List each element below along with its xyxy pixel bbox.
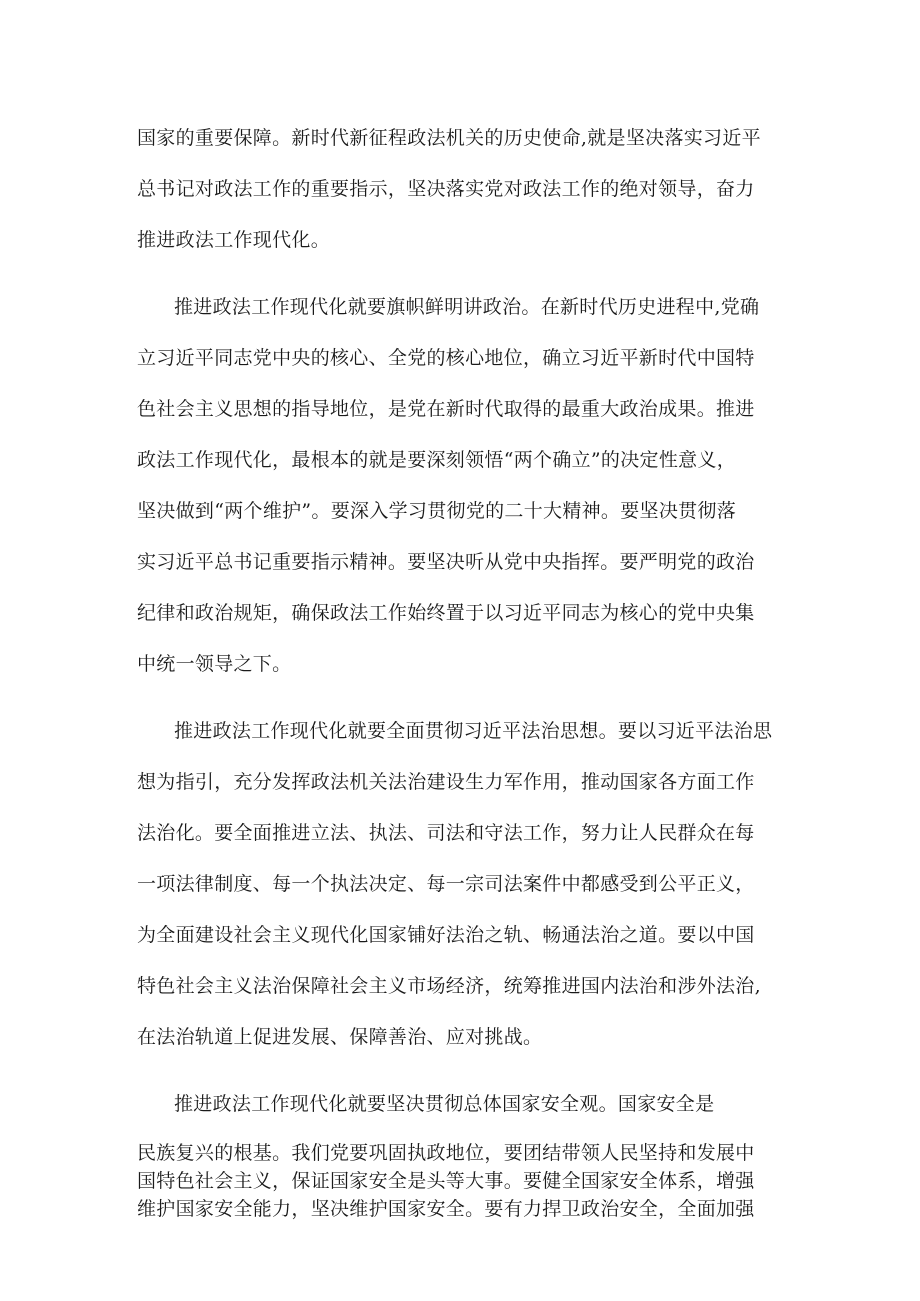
text-line: 推进政法工作现代化就要坚决贯彻总体国家安全观。国家安全是 <box>174 1093 715 1115</box>
text-line: 中统一领导之下。 <box>137 653 292 675</box>
text-line: 一项法律制度、每一个执法决定、每一宗司法案件中都感受到公平正义， <box>137 873 755 895</box>
text-line: 民族复兴的根基。我们党要巩固执政地位，要团结带领人民坚持和发展中 <box>137 1142 755 1164</box>
text-line: 色社会主义思想的指导地位，是党在新时代取得的最重大政治成果。推进 <box>137 398 755 420</box>
text-line: 国家的重要保障。新时代新征程政法机关的历史使命,就是坚决落实习近平 <box>137 127 761 149</box>
text-line: 政法工作现代化，最根本的就是要深刻领悟“两个确立”的决定性意义， <box>137 449 737 471</box>
text-line: 想为指引，充分发挥政法机关法治建设生力军作用，推动国家各方面工作 <box>137 771 755 793</box>
text-line: 推进政法工作现代化。 <box>137 229 331 251</box>
text-line: 特色社会主义法治保障社会主义市场经济，统筹推进国内法治和涉外法治, <box>137 975 761 997</box>
text-line: 坚决做到“两个维护”。要深入学习贯彻党的二十大精神。要坚决贯彻落 <box>137 500 737 522</box>
text-line: 推进政法工作现代化就要全面贯彻习近平法治思想。要以习近平法治思 <box>174 720 773 742</box>
text-line: 纪律和政治规矩，确保政法工作始终置于以习近平同志为核心的党中央集 <box>137 602 755 624</box>
text-line: 法治化。要全面推进立法、执法、司法和守法工作，努力让人民群众在每 <box>137 822 755 844</box>
text-line: 在法治轨道上促进发展、保障善治、应对挑战。 <box>137 1026 543 1048</box>
text-line: 维护国家安全能力，坚决维护国家安全。要有力捍卫政治安全，全面加强 <box>137 1198 755 1220</box>
text-line: 实习近平总书记重要指示精神。要坚决听从党中央指挥。要严明党的政治 <box>137 551 755 573</box>
text-line: 国特色社会主义，保证国家安全是头等大事。要健全国家安全体系，增强 <box>137 1170 755 1192</box>
text-line: 总书记对政法工作的重要指示，坚决落实党对政法工作的绝对领导，奋力 <box>137 178 755 200</box>
text-line: 推进政法工作现代化就要旗帜鲜明讲政治。在新时代历史进程中,党确 <box>174 296 760 318</box>
text-line: 为全面建设社会主义现代化国家铺好法治之轨、畅通法治之道。要以中国 <box>137 924 755 946</box>
text-line: 立习近平同志党中央的核心、全党的核心地位，确立习近平新时代中国特 <box>137 347 755 369</box>
